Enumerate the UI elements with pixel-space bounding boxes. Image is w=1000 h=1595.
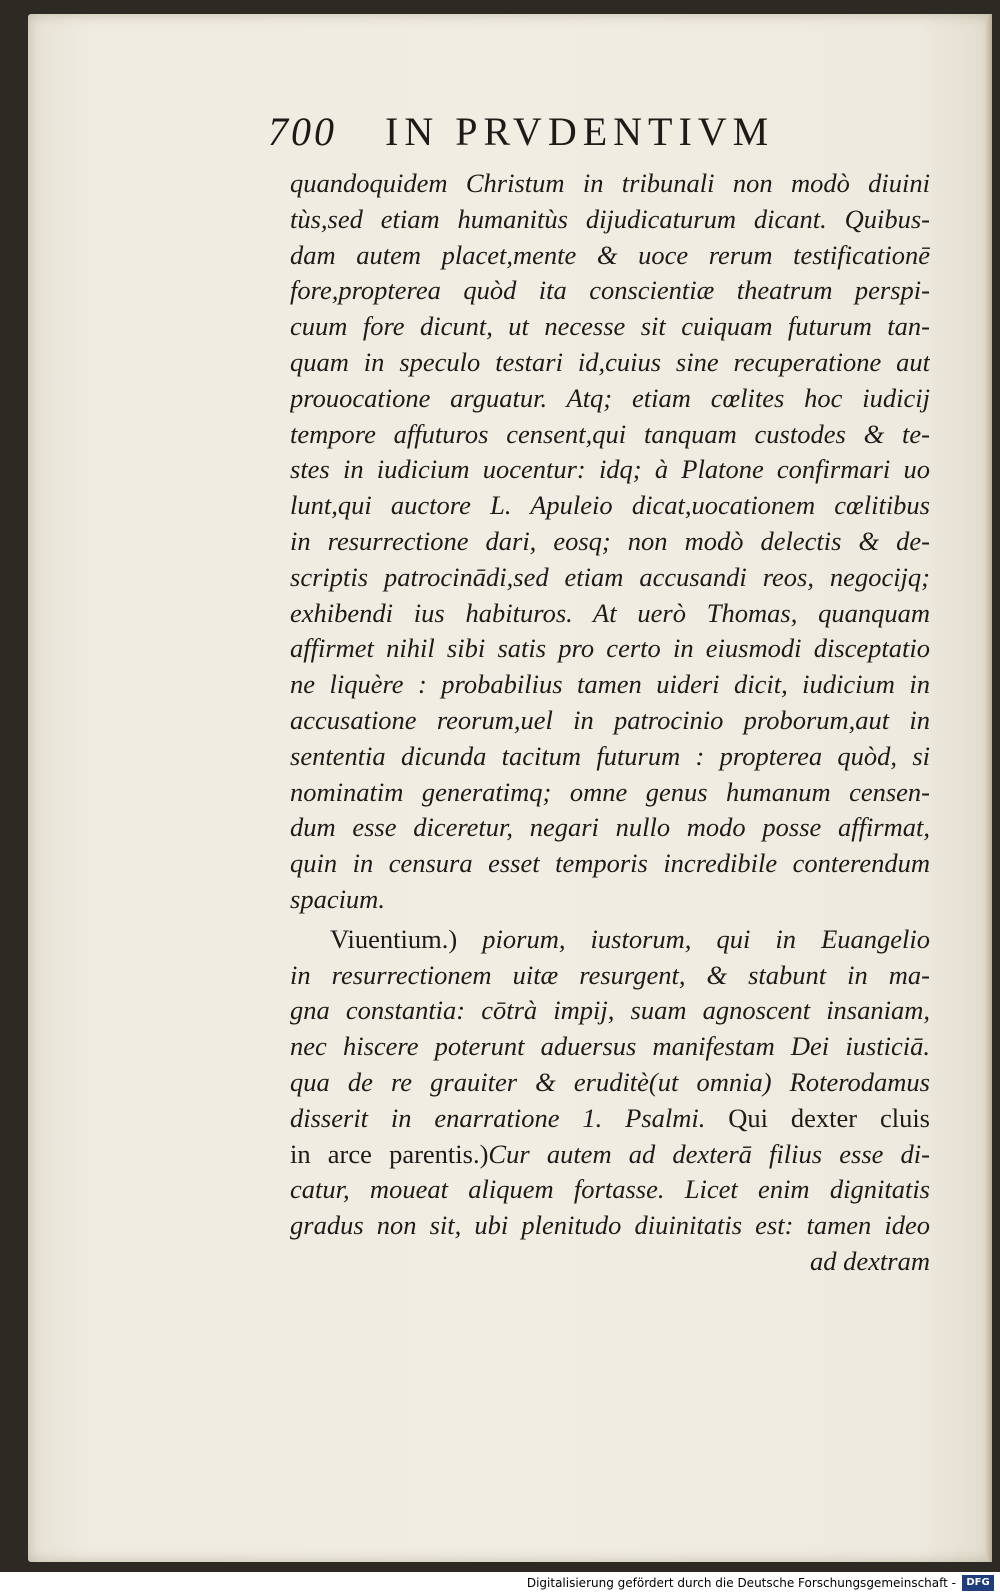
text-line: tempore affuturos censent,qui tanquam custodes & te- bbox=[290, 418, 930, 449]
text-line: exhibendi ius habituros. At uerò Thomas, quanquam bbox=[290, 597, 930, 628]
digitization-credit: Digitalisierung gefördert durch die Deutsche Forschungsgemeinschaft - bbox=[526, 1576, 956, 1590]
text-line: dam autem placet,mente & uoce rerum testificationē bbox=[290, 239, 930, 270]
line-text: in resurrectionem uitæ resurgent, & stabunt in ma- bbox=[290, 959, 930, 990]
lemma: Viuentium.) bbox=[330, 923, 458, 954]
line-text: disserit in enarratione 1. Psalmi. bbox=[290, 1102, 706, 1133]
text-line bbox=[290, 1137, 930, 1173]
text-line bbox=[290, 1101, 930, 1137]
text-line: spacium. bbox=[290, 883, 385, 914]
text-line: dum esse diceretur, negari nullo modo posse affirmat, bbox=[290, 812, 930, 843]
line-text: catur, moueat aliquem fortasse. Licet enim dignitatis bbox=[290, 1174, 930, 1205]
line-text: gna constantia: cōtrà impij, suam agnoscent insaniam, bbox=[290, 995, 930, 1026]
page-edge bbox=[986, 14, 992, 1562]
text-line: in resurrectione dari, eosq; non modò delectis & de- bbox=[290, 525, 930, 556]
text-line: ne liquère : probabilius tamen uideri dicit, iudicium in bbox=[290, 669, 930, 700]
text-line bbox=[290, 1208, 930, 1244]
running-title: IN PRVDENTIVM bbox=[385, 109, 775, 154]
line-text: nec hiscere poterunt aduersus manifestam Dei iusticiā. bbox=[290, 1031, 930, 1062]
text-line: fore,propterea quòd ita conscientiæ theatrum perspi- bbox=[290, 275, 930, 306]
text-line bbox=[330, 922, 930, 958]
text-line: stes in iudicium uocentur: idq; à Platone confirmari uo bbox=[290, 454, 930, 485]
text-line: prouocatione arguatur. Atq; etiam cœlites hoc iudicij bbox=[290, 382, 930, 413]
text-line bbox=[290, 993, 930, 1029]
text-line: quin in censura esset temporis incredibile conterendum bbox=[290, 848, 930, 879]
lemma: in arce parentis.) bbox=[290, 1138, 489, 1169]
text-line: quandoquidem Christum in tribunali non modò diuini bbox=[290, 168, 930, 198]
text-line: affirmet nihil sibi satis pro certo in eiusmodi disceptatio bbox=[290, 633, 930, 664]
text-line bbox=[290, 1065, 930, 1101]
text-line: lunt,qui auctore L. Apuleio dicat,uocationem cœlitibus bbox=[290, 490, 930, 521]
line-text: gradus non sit, ubi plenitudo diuinitatis est: tamen ideo bbox=[290, 1210, 930, 1241]
lemma: Qui dexter cluis bbox=[705, 1102, 930, 1133]
text-line bbox=[290, 1029, 930, 1065]
line-text: ad dextram bbox=[810, 1245, 930, 1276]
text-line: nominatim generatimq; omne genus humanum censen- bbox=[290, 776, 930, 807]
line-text: Cur autem ad dexterā filius esse di- bbox=[488, 1138, 930, 1169]
text-line: tùs,sed etiam humanitùs dijudicaturum dicant. Quibus- bbox=[290, 203, 930, 234]
running-head bbox=[268, 108, 938, 158]
text-line: scriptis patrocinādi,sed etiam accusandi reos, negocijq; bbox=[290, 561, 930, 592]
page-number: 700 bbox=[268, 109, 337, 154]
text-line: quam in speculo testari id,cuius sine recuperatione aut bbox=[290, 346, 930, 377]
text-line bbox=[290, 1172, 930, 1208]
dfg-logo: DFG bbox=[962, 1575, 994, 1591]
text-block bbox=[268, 108, 938, 1280]
text-line: sententia dicunda tacitum futurum : propterea quòd, si bbox=[290, 740, 930, 771]
text-line: accusatione reorum,uel in patrocinio proborum,aut in bbox=[290, 704, 930, 735]
line-text: qua de re grauiter & eruditè(ut omnia) Roterodamus bbox=[290, 1066, 930, 1097]
line-text: piorum, iustorum, qui in Euangelio bbox=[457, 923, 930, 954]
text-line: cuum fore dicunt, ut necesse sit cuiquam futurum tan- bbox=[290, 311, 930, 342]
paragraph-1 bbox=[268, 166, 938, 918]
catchword bbox=[290, 1244, 930, 1280]
paragraph-2 bbox=[268, 922, 938, 1280]
text-line bbox=[290, 958, 930, 994]
